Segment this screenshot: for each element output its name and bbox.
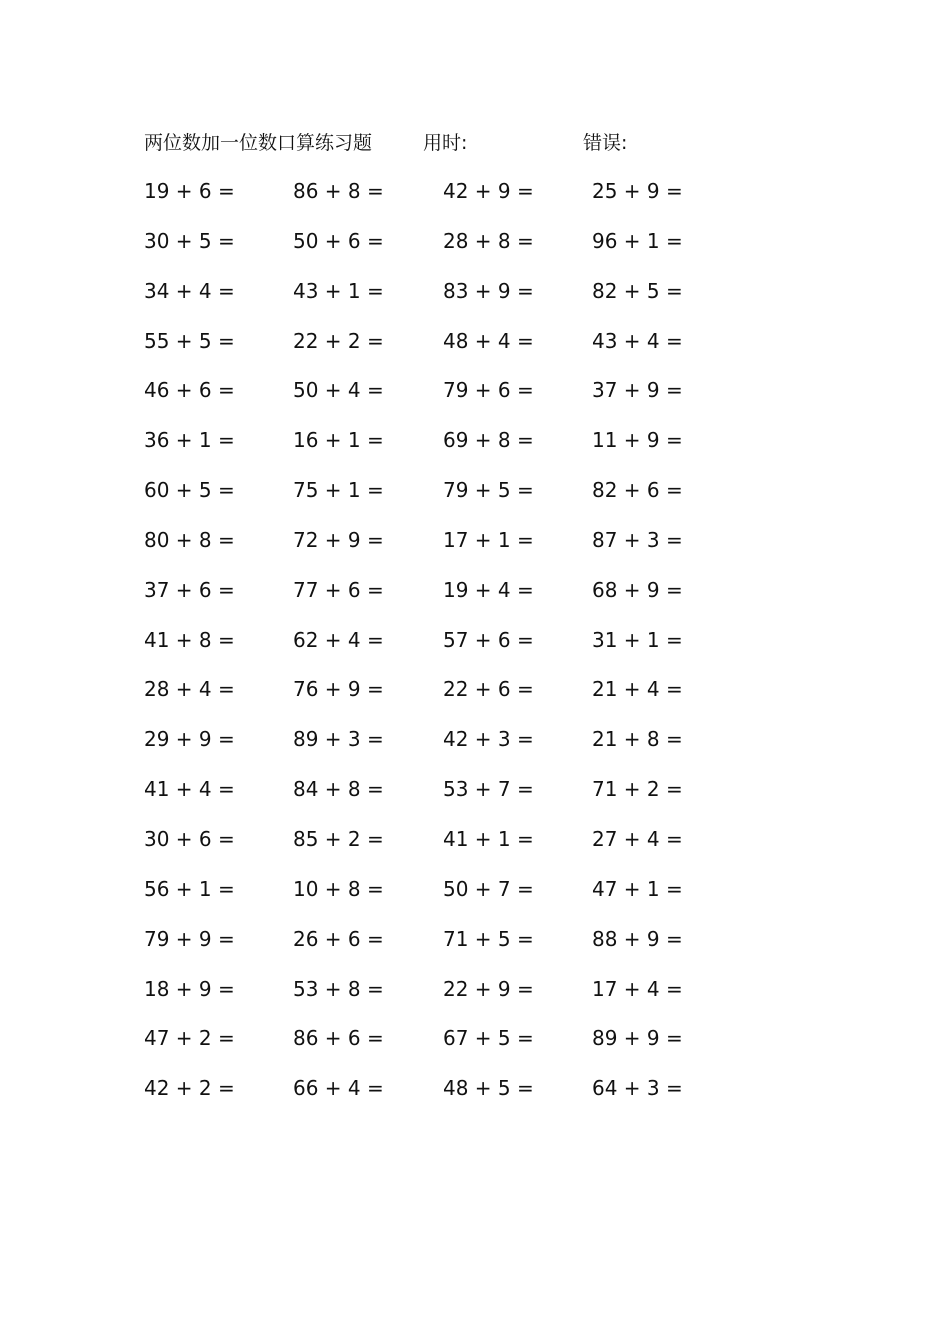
problem-item: 53 + 8 = — [293, 976, 384, 1001]
problem-row — [144, 824, 744, 874]
problem-item: 28 + 8 = — [443, 228, 534, 253]
problem-item: 37 + 6 = — [144, 577, 235, 602]
problem-item: 22 + 6 = — [443, 677, 534, 702]
problem-item: 21 + 4 = — [592, 677, 683, 702]
problem-row — [144, 1023, 744, 1073]
problem-row — [144, 1073, 744, 1123]
problem-item: 88 + 9 = — [592, 926, 683, 951]
problem-item: 43 + 1 = — [293, 278, 384, 303]
problem-item: 29 + 9 = — [144, 727, 235, 752]
problem-item: 36 + 1 = — [144, 428, 235, 453]
problem-item: 62 + 4 = — [293, 627, 384, 652]
problem-item: 80 + 8 = — [144, 527, 235, 552]
problem-item: 47 + 1 = — [592, 876, 683, 901]
problem-item: 50 + 4 = — [293, 378, 384, 403]
problem-item: 85 + 2 = — [293, 826, 384, 851]
problem-item: 66 + 4 = — [293, 1076, 384, 1101]
problem-item: 42 + 2 = — [144, 1076, 235, 1101]
problem-item: 26 + 6 = — [293, 926, 384, 951]
problem-item: 22 + 9 = — [443, 976, 534, 1001]
worksheet-title: 两位数加一位数口算练习题 — [144, 132, 373, 154]
problem-item: 21 + 8 = — [592, 727, 683, 752]
problem-item: 50 + 7 = — [443, 876, 534, 901]
problem-item: 16 + 1 = — [293, 428, 384, 453]
problem-row — [144, 226, 744, 276]
time-label: 用时: — [423, 132, 468, 154]
problem-row — [144, 375, 744, 425]
problem-item: 69 + 8 = — [443, 428, 534, 453]
problem-row — [144, 724, 744, 774]
problem-item: 57 + 6 = — [443, 627, 534, 652]
problem-item: 71 + 2 = — [592, 777, 683, 802]
problem-item: 79 + 6 = — [443, 378, 534, 403]
problem-item: 41 + 1 = — [443, 826, 534, 851]
problem-item: 56 + 1 = — [144, 876, 235, 901]
problem-item: 79 + 9 = — [144, 926, 235, 951]
problem-item: 10 + 8 = — [293, 876, 384, 901]
problem-item: 42 + 3 = — [443, 727, 534, 752]
problem-item: 18 + 9 = — [144, 976, 235, 1001]
problem-item: 89 + 3 = — [293, 727, 384, 752]
problem-item: 31 + 1 = — [592, 627, 683, 652]
worksheet-header — [0, 128, 950, 158]
problem-item: 55 + 5 = — [144, 328, 235, 353]
problem-item: 82 + 6 = — [592, 478, 683, 503]
problem-item: 42 + 9 = — [443, 179, 534, 203]
problem-item: 43 + 4 = — [592, 328, 683, 353]
problem-item: 37 + 9 = — [592, 378, 683, 403]
problem-item: 41 + 4 = — [144, 777, 235, 802]
problem-item: 86 + 8 = — [293, 179, 384, 203]
problem-item: 34 + 4 = — [144, 278, 235, 303]
problem-row — [144, 774, 744, 824]
problem-row — [144, 924, 744, 974]
problem-item: 48 + 4 = — [443, 328, 534, 353]
problem-item: 48 + 5 = — [443, 1076, 534, 1101]
problem-item: 19 + 6 = — [144, 179, 235, 203]
problem-row — [144, 176, 744, 226]
problem-item: 60 + 5 = — [144, 478, 235, 503]
problem-item: 71 + 5 = — [443, 926, 534, 951]
problem-item: 46 + 6 = — [144, 378, 235, 403]
problem-item: 84 + 8 = — [293, 777, 384, 802]
problem-item: 77 + 6 = — [293, 577, 384, 602]
problem-item: 79 + 5 = — [443, 478, 534, 503]
problem-item: 68 + 9 = — [592, 577, 683, 602]
problem-row — [144, 674, 744, 724]
problem-item: 72 + 9 = — [293, 527, 384, 552]
problem-row — [144, 475, 744, 525]
problem-row — [144, 525, 744, 575]
problem-row — [144, 425, 744, 475]
problem-row — [144, 326, 744, 376]
problem-row — [144, 625, 744, 675]
problem-grid — [144, 176, 744, 1123]
problem-row — [144, 276, 744, 326]
problem-item: 87 + 3 = — [592, 527, 683, 552]
problem-item: 83 + 9 = — [443, 278, 534, 303]
problem-item: 50 + 6 = — [293, 228, 384, 253]
problem-item: 30 + 5 = — [144, 228, 235, 253]
problem-item: 76 + 9 = — [293, 677, 384, 702]
problem-item: 64 + 3 = — [592, 1076, 683, 1101]
problem-item: 89 + 9 = — [592, 1026, 683, 1051]
problem-item: 75 + 1 = — [293, 478, 384, 503]
problem-item: 22 + 2 = — [293, 328, 384, 353]
problem-item: 17 + 4 = — [592, 976, 683, 1001]
errors-label: 错误: — [583, 132, 628, 154]
problem-item: 82 + 5 = — [592, 278, 683, 303]
problem-item: 27 + 4 = — [592, 826, 683, 851]
problem-row — [144, 974, 744, 1024]
problem-item: 86 + 6 = — [293, 1026, 384, 1051]
problem-row — [144, 874, 744, 924]
problem-item: 41 + 8 = — [144, 627, 235, 652]
problem-item: 19 + 4 = — [443, 577, 534, 602]
problem-row — [144, 575, 744, 625]
problem-item: 30 + 6 = — [144, 826, 235, 851]
problem-item: 11 + 9 = — [592, 428, 683, 453]
problem-item: 67 + 5 = — [443, 1026, 534, 1051]
problem-item: 47 + 2 = — [144, 1026, 235, 1051]
problem-item: 17 + 1 = — [443, 527, 534, 552]
problem-item: 53 + 7 = — [443, 777, 534, 802]
problem-item: 96 + 1 = — [592, 228, 683, 253]
problem-item: 28 + 4 = — [144, 677, 235, 702]
problem-item: 25 + 9 = — [592, 179, 683, 203]
